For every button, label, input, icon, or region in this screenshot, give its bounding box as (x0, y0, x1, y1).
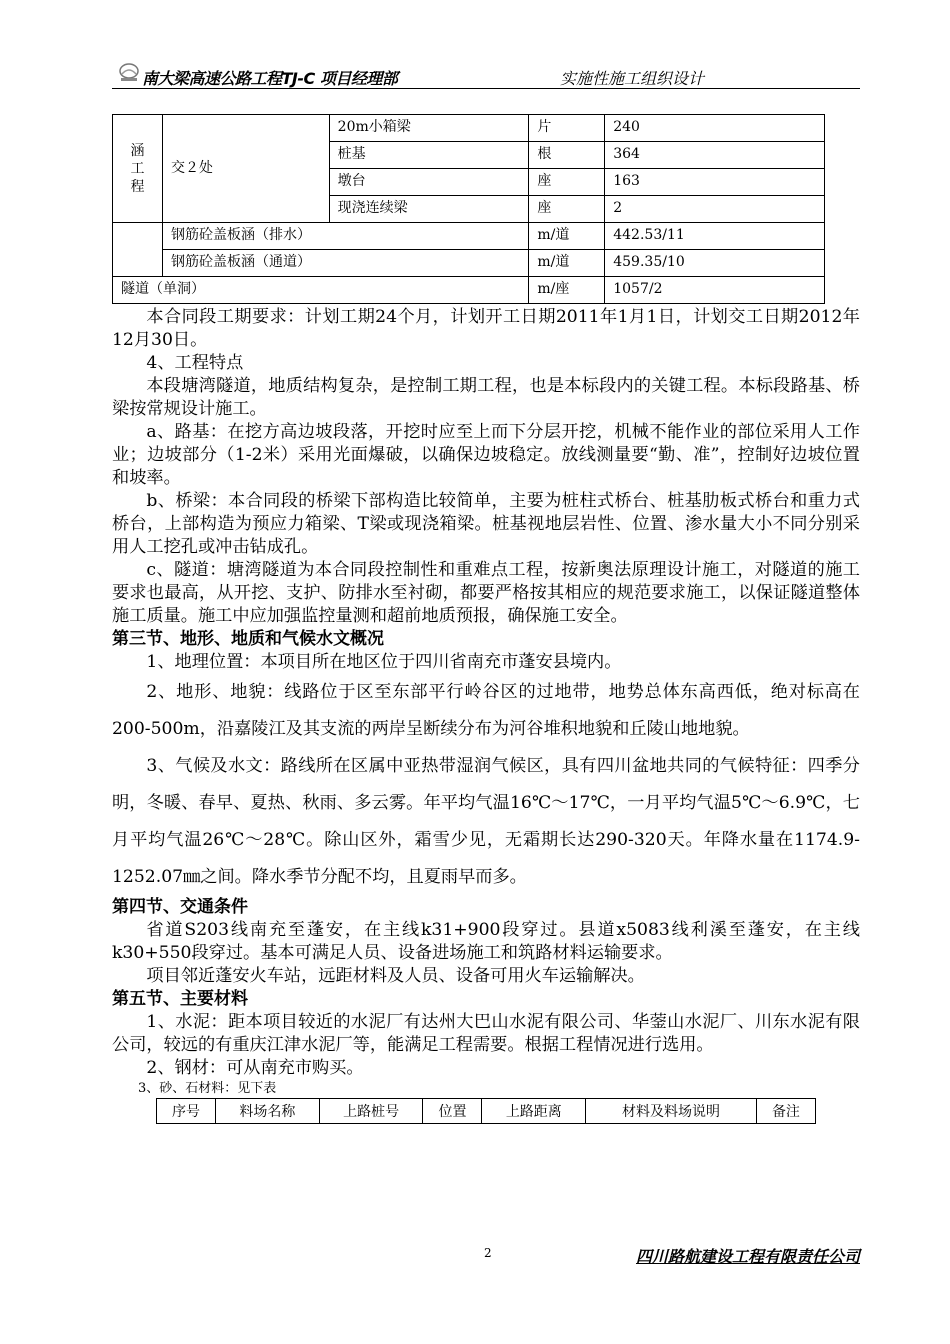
page-header (112, 62, 860, 92)
paragraph: 1、地理位置：本项目所在地区位于四川省南充市蓬安县境内。 (146, 652, 622, 672)
table-cell: 现浇连续梁 (329, 196, 529, 223)
page-number: 2 (484, 1246, 492, 1260)
table-header-row (157, 1099, 816, 1124)
table-cell: 隧道（单洞） (113, 277, 529, 304)
table-cell: 片 (529, 115, 605, 142)
paragraph: 2、钢材：可从南充市购买。 (146, 1058, 364, 1078)
table-cell: 163 (605, 169, 825, 196)
table-cell: 桩基 (329, 142, 529, 169)
table-cell: 2 (605, 196, 825, 223)
table-cell: 座 (529, 196, 605, 223)
table-row (113, 250, 825, 277)
table-cell: 钢筋砼盖板涵（排水） (162, 223, 528, 250)
paragraph: 本合同段工期要求：计划工期24个月，计划开工日期2011年1月1日，计划交工日期2012年12月30日。 (112, 307, 860, 350)
table-cell: 座 (529, 169, 605, 196)
table-cell: 20m小箱梁 (329, 115, 529, 142)
paragraph: 省道S203线南充至蓬安，在主线k31+900段穿过。县道x5083线利溪至蓬安，在主线k30+550段穿过。基本可满足人员、设备进场施工和筑路材料运输要求。 (112, 920, 860, 963)
table-cell: 364 (605, 142, 825, 169)
company-logo-icon (118, 62, 140, 84)
table-cell: 墩台 (329, 169, 529, 196)
table-cell: m/道 (529, 250, 605, 277)
paragraph: a、路基：在挖方高边坡段落，开挖时应至上而下分层开挖，机械不能作业的部位采用人工作业；边坡部分（1-2米）采用光面爆破，以确保边坡稳定。放线测量要“勤、准”，控制好边坡位置和坡率。 (112, 422, 860, 488)
header-rule (112, 88, 860, 89)
table-cell: m/道 (529, 223, 605, 250)
section-heading: 第四节、交通条件 (112, 897, 248, 917)
table-header-cell: 上路距离 (482, 1099, 586, 1124)
table-row (113, 223, 825, 250)
paragraph: 4、工程特点 (146, 353, 244, 373)
paragraph: 本段塘湾隧道，地质结构复杂，是控制工期工程，也是本标段内的关键工程。本标段路基、桥梁按常规设计施工。 (112, 376, 860, 419)
table-cell: 459.35/10 (605, 250, 825, 277)
quantities-table (112, 114, 825, 304)
table-cell: 涵 工 程 (113, 115, 163, 223)
table-header-cell: 上路桩号 (319, 1099, 423, 1124)
table-header-cell: 位置 (423, 1099, 482, 1124)
paragraph: 3、砂、石材料：见下表 (138, 1081, 277, 1096)
table-cell: 根 (529, 142, 605, 169)
document-body (112, 306, 860, 1124)
paragraph: 2、地形、地貌：线路位于区至东部平行岭谷区的过地带，地势总体东高西低，绝对标高在200-500m，沿嘉陵江及其支流的两岸呈断续分布为河谷堆积地貌和丘陵山地地貌。 (112, 682, 860, 739)
page-footer (112, 1242, 860, 1272)
header-right-title: 实施性施工组织设计 (560, 69, 705, 88)
table-cell (113, 250, 163, 277)
section-heading: 第五节、主要材料 (112, 989, 248, 1009)
table-row (113, 277, 825, 304)
company-name: 四川路航建设工程有限责任公司 (635, 1247, 860, 1266)
paragraph: 项目邻近蓬安火车站，远距材料及人员、设备可用火车运输解决。 (146, 966, 645, 986)
table-cell: m/座 (529, 277, 605, 304)
paragraph: 1、水泥：距本项目较近的水泥厂有达州大巴山水泥有限公司、华蓥山水泥厂、川东水泥有限公司，较远的有重庆江津水泥厂等，能满足工程需要。根据工程情况进行选用。 (112, 1012, 860, 1055)
table-header-cell: 料场名称 (216, 1099, 320, 1124)
table-cell: 442.53/11 (605, 223, 825, 250)
table-row (113, 115, 825, 142)
paragraph: b、桥梁：本合同段的桥梁下部构造比较简单，主要为桩柱式桥台、桩基肋板式桥台和重力式桥台，上部构造为预应力箱梁、T梁或现浇箱梁。桩基视地层岩性、位置、渗水量大小不同分别采用人工挖孔或冲击钻成孔。 (112, 491, 860, 557)
paragraph: 3、气候及水文：路线所在区属中亚热带湿润气候区，具有四川盆地共同的气候特征：四季分明，冬暖、春早、夏热、秋雨、多云雾。年平均气温16℃～17℃，一月平均气温5℃～6.9℃，七月平均气温26℃～28℃。除山区外，霜雪少见，无霜期长达290-320天。年降水量在1174.9-1252.07㎜之间。降水季节分配不均，且夏雨早而多。 (112, 756, 860, 887)
table-cell: 交２处 (162, 115, 329, 223)
table-header-cell: 序号 (157, 1099, 216, 1124)
materials-table (156, 1098, 816, 1124)
table-cell (113, 223, 163, 250)
table-cell: 1057/2 (605, 277, 825, 304)
header-left-title: 南大梁高速公路工程TJ-C 项目经理部 (142, 69, 398, 88)
table-cell: 240 (605, 115, 825, 142)
paragraph: c、隧道：塘湾隧道为本合同段控制性和重难点工程，按新奥法原理设计施工，对隧道的施工要求也最高，从开挖、支护、防排水至衬砌，都要严格按其相应的规范要求施工，以保证隧道整体施工质量。施工中应加强监控量测和超前地质预报，确保施工安全。 (112, 560, 860, 626)
table-cell: 钢筋砼盖板涵（通道） (162, 250, 528, 277)
table-header-cell: 材料及料场说明 (586, 1099, 757, 1124)
section-heading: 第三节、地形、地质和气候水文概况 (112, 629, 384, 649)
table-header-cell: 备注 (756, 1099, 815, 1124)
